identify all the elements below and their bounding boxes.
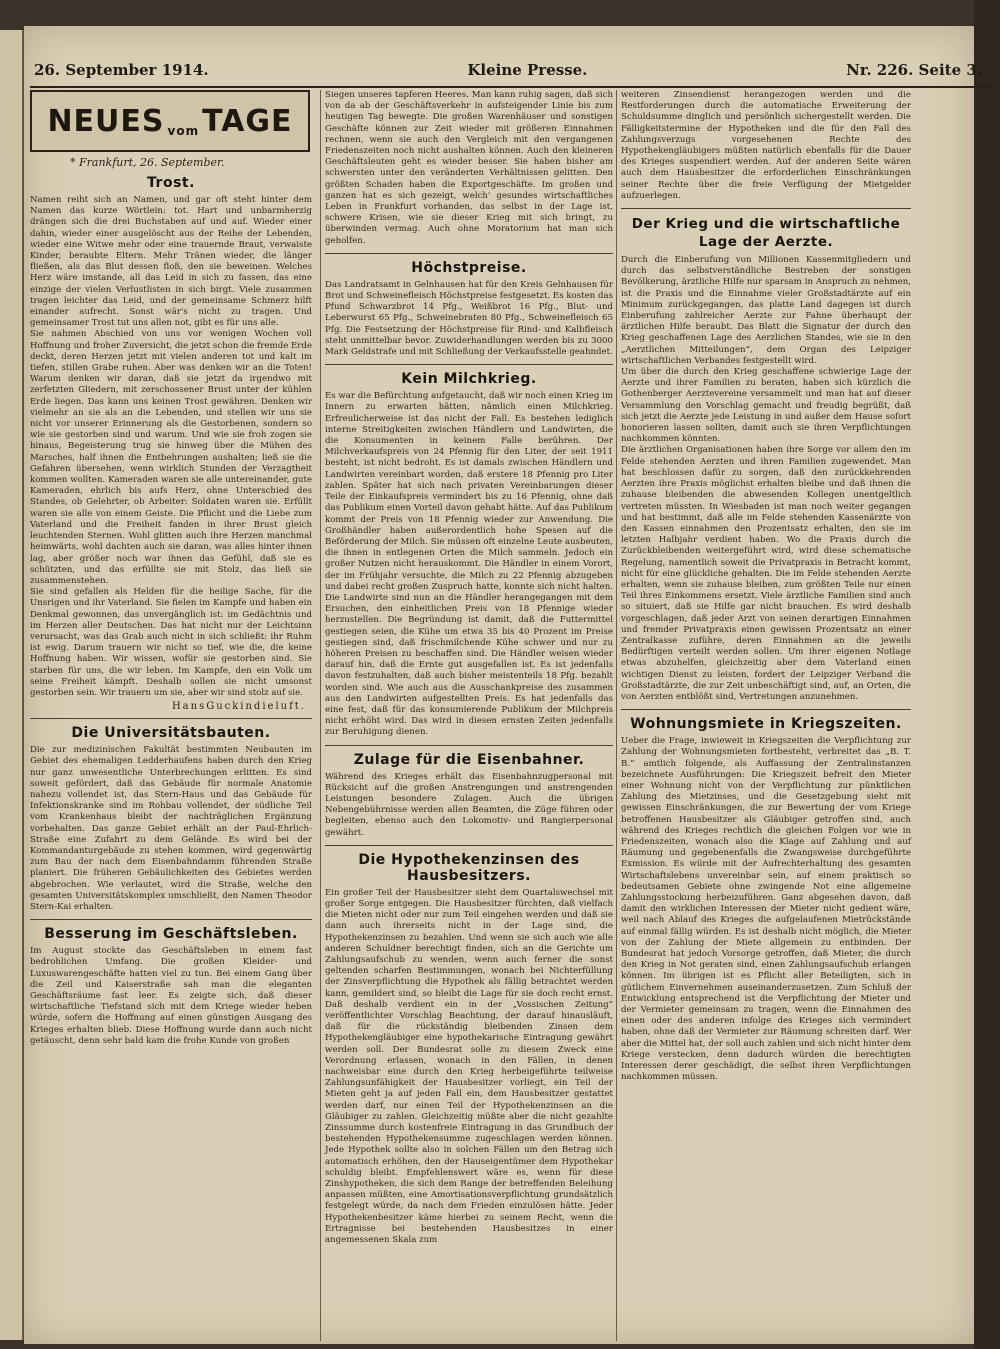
article-trost-p1: Namen reiht sich an Namen, und gar oft steht hinter dem Namen das kurze Wörtlein: tot. Hart und unbarmherzig drängen sich die drei Buchstaben auf und auf. Wieder einer dahin, wieder einer ausgelöscht aus der Reihe der Lebenden, wieder eine Witwe mehr oder eine trauernde Braut, verwaiste Kinder, beraubte Eltern. Mehr Tränen wieder, die länger fließen, als das Blut dessen floß, den sie beweinen. Welches Herz wäre imstande, all das Leid in sich zu fassen, das eine einzige der vielen Verlustlisten in sich birgt. Viele zusammen tragen leichter das Leid, und der gemeinsame Schmerz hilft einander aufrecht. Sonst wär's nicht zu tragen. Und gemeinsamer Trost tut uns allen not, gibt es für uns alle. — [30, 195, 312, 329]
column-1 — [30, 90, 312, 1341]
article-hypothekenzinsen-continued: weiteren Zinsendienst herangezogen werden und die Restforderungen durch die automatische Erweiterung der Schuldsumme dinglich und persönlich sichergestellt werden. Die Fälligkeitstermine der Hypotheken und die für den Fall des Zahlungsverzugs vorgesehenen Rechte des Hypothekengläubigers müßten natürlich ebenfalls für die Dauer des Krieges suspendiert werden. Auf der anderen Seite wären auch dem Hausbesitzer die erforderlichen Einschränkungen seiner Rechte über die freie Verfügung der Mietgelder aufzuerlegen. — [621, 90, 911, 201]
previous-page-edge — [0, 30, 24, 1340]
divider — [325, 745, 613, 746]
article-milchkrieg: Es war die Befürchtung aufgetaucht, daß wir noch einen Krieg im Innern zu erwarten hätten, nämlich einen Milchkrieg. Erfreulicherweise ist das nicht der Fall. Es bestehen lediglich interne Streitigkeiten zwischen Händlern und Landwirten, die die Konsumenten in keinem Falle berühren. Der Milchverkaufspreis von 24 Pfennig für den Liter, der seit 1911 besteht, ist nicht bedroht. Es ist damals zwischen Händlern und Landwirten vereinbart worden, daß erstere 18 Pfennig pro Liter zahlen. Später hat sich nach privaten Vereinbarungen dieser Teile der Einkaufspreis vermindert bis zu 16 Pfennig, ohne daß das Publikum einen Vorteil davon gehabt hätte. Auf das Publikum kommt der Preis von 18 Pfennig wieder zur Anwendung. Die Großhändler haben außerordentlich hohe Spesen auf die Beförderung der Milch. Sie müssen oft einzelne Leute ausbeuten, die ihnen in entlegenen Orten die Milch sammeln. Jedoch ein großer Nutzen nicht herauskommt. Die Händler in einem Vorort, der im Frühjahr versuchte, die Milch zu 22 Pfennig abzugeben und dabei recht großen Zuspruch hatte, konnte sich nicht halten. Die Landwirte sind nun an die Händler herangegangen mit dem Ersuchen, den einheitlichen Preis von 18 Pfennige wieder herzustellen. Die Begründung ist damit, daß die Futtermittel gestiegen seien, die Kühe um etwa 35 bis 40 Prozent im Preise gestiegen sind, daß frischmilchende Kühe schwer und nur zu höheren Preisen zu beschaffen sind. Die Händler weisen wieder darauf hin, daß die Ernte gut ausgefallen ist. Es ist jedenfalls davon festzuhalten, daß auch bisher meistenteils 18 Pfg. bezahlt worden sind. Wie auch aus die Ausschankpreise des zusammen aus den Landwirten aufgestellten Preis. Es hat jedenfalls das eine fest, daß für das konsumierende Publikum der Milchpreis nicht erhöht wird. Das wird in diesen ernsten Zeiten jedenfalls zur Beruhigung dienen. — [325, 391, 613, 738]
masthead-neues-vom-tage — [30, 90, 310, 152]
divider — [325, 845, 613, 846]
article-universitaetsbauten: Die zur medizinischen Fakultät bestimmten Neubauten im Gebiet des ehemaligen Ledderhaufens haben durch den Krieg nur ganz unwesentliche Unterbrechungen erlitten. Es sind soweit gefördert, daß das Gebäude für normale Anatomie nahezu vollendet ist, das Stern-Haus und das Gebäude für Infektionskranke sind im Rohbau vollendet, der südliche Teil vom Krankenhaus bleibt der nachträglichen Ergänzung vorbehalten. Das ganze Gebiet erhält an der Paul-Ehrlich-Straße eine Zufahrt zu dem Gelände. Es wird bei der Kommandanturgebäude zu stehen kommen, wird gegenwärtig zum Bau der nach dem Eisenbahndamm führenden Straße planiert. Die früheren Gebäulichkeiten des Gebietes werden abgebrochen. Wie verlautet, wird die Straße, welche den gesamten Universitätskomplex umschließt, den Namen Theodor Stern-Kai erhalten. — [30, 745, 312, 912]
article-wohnungsmiete: Ueber die Frage, inwieweit in Kriegszeiten die Verpflichtung zur Zahlung der Wohnungsmieten fortbesteht, verbreitet das „B. T. B.“ amtlich folgende, als Auffassung der Zentralinstanzen bezeichnete Ausführungen: Die Kriegszeit befreit den Mieter einer Wohnung nicht von der Verpflichtung zur pünktlichen Zahlung des Mietzinses, und die Gesetzgebung sieht mit gewissen Einschränkungen, die zur Bewertung der vom Kriege betroffenen Hausbesitzer als Gläubiger getroffen sind, auch während des Krieges rechtlich die gleichen Folgen vor wie in Friedenszeiten, wonach also die Klage auf Zahlung und auf Räumung und gegebenenfalls die Zwangsweise durchgeführte Exmission. Es würde mit der Aufrechterhaltung des gesamten Wirtschaftslebens unvereinbar sein, auf einem praktisch so bedeutsamen Gebiete ohne zwingende Not eine allgemeine Zahlungsstockung herbeizuführen. Ganz abgesehen davon, daß damit den wirklichen Interessen der Mieter nicht gedient wäre, weil nach Ablauf des Krieges die aufgelaufenen Mietrückstände auf einmal fällig würden. Es ist deshalb nicht möglich, die Mieter von der Zahlung der Miete allgemein zu entbinden. Der Bundesrat hat jedoch Vorsorge getroffen, daß Mieter, die durch den Krieg in Not geraten sind, einen Zahlungsaufschub erlangen können. Im übrigen ist es Pflicht aller Beteiligten, sich in gütlichem Einvernehmen auseinanderzusetzen. Zum Schluß der Entwicklung entsprechend ist die Verpflichtung der Mieter und der Vermieter gemeinsam zu tragen, wenn die Einnahmen des einen oder des anderen infolge des Krieges sich vermindert haben, ohne daß der Vermieter zur Räumung schreiten darf. Wer aber die Mittel hat, der soll auch zahlen und sich nicht hinter dem Kriege verstecken, denn dadurch würden die berechtigten Interessen derer geschädigt, die selbst ihren Verpflichtungen nachkommen müssen. — [621, 736, 911, 1083]
article-zulage-eisenbahner: Während des Krieges erhält das Eisenbahnzugpersonal mit Rücksicht auf die großen Anstrengungen und anstrengenden Leistungen besondere Zulagen. Auch die übrigen Nebengebührnisse werden allen Beamten, die Züge führen oder begleiten, ebenso auch den Lokomotiv- und Rangierpersonal gewährt. — [325, 771, 613, 838]
headline-wohnungsmiete: Wohnungsmiete in Kriegszeiten. — [630, 716, 902, 733]
headline-hypothekenzinsen: Die Hypothekenzinsen des Hausbesitzers. — [358, 851, 580, 884]
article-trost-p2: Sie nahmen Abschied von uns vor wenigen Wochen voll Hoffnung und froher Zuversicht, die jetzt schon die fremde Erde deckt, deren Herzen jetzt mit vielen anderen tot und kalt im tiefen, stillen Grabe ruhen. Aber was denken wir an die Toten! Warum denken wir daran, daß sie jetzt da irgendwo mit zerfetzten Gliedern, mit zerschossener Brust unter der kühlen Erde liegen. Das kann uns keinen Trost gewähren. Denken wir vielmehr an sie als an die Lebenden, und stellen wir uns sie nicht vor unserer Erinnerung als die Gestorbenen, sondern so wie sie gestorben sind und warum. Und wie sie froh zogen sie hinaus, Begeisterung trug sie hinweg über die Mühen des Marsches, half ihnen die Entbehrungen aushalten; ließ sie die Gefahren übersehen, wenn wirklich Stunden der Verzagtheit kommen wollten. Kameraden waren sie alle untereinander, gute Kameraden, ehrlich bis aufs Herz, ohne Unterschied des Standes, ob Gelehrter, ob Arbeiter: Soldaten waren sie. Erfüllt waren sie alle von einem Geiste. Die Pflicht und die Liebe zum Vaterland und die Freiheit fanden in ihrer Brust gleich leuchtenden Sternen. Wohl glitten auch ihre Herzen manchmal heimwärts, wohl dachten auch sie daran, was alles hinter ihnen lag, aber größer noch war ihnen das Gefühl, daß sie es schützten, und das erfüllte sie mit Stolz, das ließ sie zusammenstehen. — [30, 329, 312, 586]
divider — [621, 208, 911, 209]
header-date: 26. September 1914. — [34, 61, 209, 79]
header-issue-page: Nr. 226. Seite 3. — [846, 61, 982, 79]
divider — [30, 919, 312, 920]
headline-hoechstpreise: Höchstpreise. — [411, 259, 527, 276]
article-hoechstpreise: Das Landratsamt in Gelnhausen hat für den Kreis Gelnhausen für Brot und Schweinefleisch Höchstpreise festgesetzt. Es kosten das Pfund Schwarzbrot 14 Pfg., Weißbrot 16 Pfg., Blut- und Leberwurst 65 Pfg., Schweinebraten 80 Pfg., Schweinefleisch 65 Pfg. Die Festsetzung der Höchstpreise für Rind- und Kalbfleisch steht unmittelbar bevor. Zuwiderhandlungen werden bis zu 3000 Mark Geldstrafe und mit Schließung der Verkaufsstelle geahndet. — [325, 279, 613, 358]
headline-besserung: Besserung im Geschäftsleben. — [44, 926, 298, 943]
masthead-word-neues: NEUES — [47, 103, 165, 139]
article-besserung-continued: Siegen unseres tapferen Heeres. Man kann ruhig sagen, daß sich von da ab der Geschäftsverkehr in aufsteigender Linie bis zum heutigen Tag bewegte. Die großen Warenhäuser und sonstigen Geschäfte können zur Zeit wieder mit größeren Einnahmen rechnen, wenn sie auch den Vergleich mit den vergangenen Friedenszeiten noch nicht aushalten können. Auch den kleineren Geschäftsleuten geht es wieder besser. Sie haben bisher am schwersten unter den veränderten Verhältnissen gelitten. Den größten Schaden haben die Exportgeschäfte. Im großen und ganzen hat es sich gezeigt, welch' gesundes wirtschaftliches Leben in Frankfurt vorhanden, das selbst in der Lage ist, schwere Krisen, wie sie dieser Krieg mit sich bringt, zu überwinden vermag. Auch ohne Moratorium hat man sich geholfen. — [325, 90, 613, 246]
headline-zulage-eisenbahner: Zulage für die Eisenbahner. — [353, 751, 585, 768]
divider — [621, 709, 911, 710]
headline-universitaetsbauten: Die Universitätsbauten. — [71, 725, 271, 742]
right-dark-edge — [974, 0, 1000, 1349]
page-header — [30, 54, 992, 88]
article-aerzte-p1: Durch die Einberufung von Millionen Kassenmitgliedern und durch das selbstverständliche Bestreben der sonstigen Bevölkerung, ärztliche Hilfe nur sparsam in Anspruch zu nehmen, ist die Praxis und die Einnahme vieler Großstadtärzte auf ein Minimum zurückgegangen, das platte Land dagegen ist durch Einberufung zahlreicher Aerzte zur Fahne überhaupt der ärztlichen Hilfe beraubt. Das Blatt die Signatur der durch den Krieg geschaffenen Lage des Aerzlichen Standes, wie sie in den „Aerztlichen Mitteilungen“, dem Organ des Leipziger wirtschaftlichen Verbandes festgestellt wird. — [621, 255, 911, 366]
divider — [325, 253, 613, 254]
header-paper-name: Kleine Presse. — [467, 61, 588, 79]
article-besserung: Im August stockte das Geschäftsleben in einem fast bedrohlichen Umfang. Die großen Kleider- und Luxuswarengeschäfte hatten viel zu tun. Bei einem Gang über die Zeil und Kaiserstraße sah man die eleganten Geschäftsräume fast leer. Es zeigte sich, daß dieser wirtschaftliche Tiefstand sich mit dem Kriege wieder heben würde, sofern die Hoffnung auf einen günstigen Ausgang des Krieges erhalten blieb. Diese Hoffnung wurde dann auch nicht getäuscht, denn sehr bald kam die frohe Kunde von großen — [30, 946, 312, 1046]
masthead-word-tage: TAGE — [202, 103, 293, 139]
masthead-word-vom: vom — [167, 124, 200, 138]
divider — [325, 364, 613, 365]
article-trost-p3: Sie sind gefallen als Helden für die heilige Sache, für die Unsrigen und ihr Vaterland. Sie fielen im Kampfe und haben ein Denkmal gewonnen, das unvergänglich ist: im Gedächtnis und im Herzen aller Deutschen. Das hat nicht nur der Leichtsinn verursacht, was das Grab auch nicht in sich schließt: ihr Ruhm ist ewig. Darum trauern wir nicht so tief, wie die, die keine Hoffnung haben. Wir wissen, wofür sie gestorben sind. Sie starben für uns, die wir leben. Im Kampfe, den ein Volk um seine Freiheit kämpft. Deshalb sollen sie nicht umsonst gestorben sein. Wir trauern um sie, aber wir sind stolz auf sie. — [30, 587, 312, 698]
article-hypothekenzinsen: Ein großer Teil der Hausbesitzer sieht dem Quartalswechsel mit großer Sorge entgegen. Die Hausbesitzer fürchten, daß vielfach die Mieten nicht oder nur zum Teil eingehen werden und daß sie dann auch ihrerseits nicht in der Lage sind, die Hypothekenzinsen zu bezahlen. Und wenn sie sich auch wie alle anderen Schuldner berechtigt finden, sich an die Gerichte um Zahlungsaufschub zu wenden, wenn auch ferner die sonst geltenden scharfen Bestimmungen, wonach bei Nichterfüllung der Zinsverpflichtung die Hypothek als fällig betrachtet werden kann, gemildert sind, so bleibt die Lage für sie doch recht ernst. Daß deshalb verdient ein in der „Vossischen Zeitung“ veröffentlichter Vorschlag Beachtung, der darauf hinausläuft, daß für die rückständig bleibenden Zinsen dem Hypothekengläubiger eine hypothekarische Eintragung gewährt werden soll. Der Bundesrat solle zu diesem Zweck eine Verordnung erlassen, wonach in den Fällen, in denen nachweisbar eine durch den Krieg herbeigeführte teilweise Zahlungsunfähigkeit der Hausbesitzer vorliegt, ein Teil der Mieten geht ja auf jeden Fall ein, dem Hausbesitzer gestattet werden darf, nur einen Teil der Hypothekenzinsen an die Gläubiger zu zahlen. Gleichzeitig müßte aber die nicht gezahlte Zinssumme durch kostenfreie Eintragung in das Grundbuch der bestehenden Hypothekensumme zugeschlagen werden können. Jede Hypothek sollte also in solchen Fällen um den Betrag sich automatisch erhöhen, den der Hauseigentümer dem Hypothekar schuldig bleibt. Empfehlenswert wäre es, wenn für diese Zinshypotheken, die sich dem Range der betreffenden Beleihung anpassen müßten, eine Amortisationsverpflichtung grundsätzlich festgelegt würde, da nach dem Frieden einzulösen hätte. Jeder Hypothekenbesitzer käme hierbei zu seinem Recht, wenn die Ertragnisse bei bestehenden Hausbesitzes in einer angemessenen Skala zum — [325, 887, 613, 1246]
divider — [30, 718, 312, 719]
headline-aerzte: Der Krieg und die wirtschaftliche Lage der Aerzte. — [631, 216, 901, 251]
column-2 — [320, 90, 613, 1341]
headline-trost: Trost. — [147, 175, 195, 191]
article-aerzte-p3: Die ärztlichen Organisationen haben ihre Sorge vor allem den im Felde stehenden Aerzten und ihren Familien zugewendet. Man hat beschlossen dafür zu sorgen, daß den zurückkehrenden Aerzten ihre Praxis möglichst erhalten bleibe und daß ihnen die zuhause bleibenden die abwesenden Kollegen unentgeltlich vertreten müssten. In Wiesbaden ist man noch weiter gegangen und hat bestimmt, daß alle im Felde stehenden Kassenärzte von den Kassen einnahmen den Prozentsatz erhalten, den sie im letzten Halbjahr verdient haben. Wo die Praxis durch die Zurückbleibenden weitergeführt wird, wird diese schematische Regelung, namentlich soweit die Privatpraxis in Betracht kommt, nicht für eine glückliche gehalten. Die im Felde stehenden Aerzte erhalten, wenn sie zuhause bleiben, zum größten Teile nur einen Teil ihres Einkommens ersetzt. Viele ärztliche Familien sind auch so situiert, daß sie Hilfe gar nicht brauchen. Es wird deshalb vorgeschlagen, daß jeder Arzt von seinen derartigen Einnahmen und fremder Privatpraxis einen gewissen Prozentsatz an einer Zentralkasse zuführe, deren Einnahmen an die jeweils Bedürftigen verteilt werden sollen. Um ihrer eigenen Notlage etwas abzuhelfen, gleichzeitig aber dem Vaterland einen wichtigen Dienst zu leisten, fordert der Leipziger Verband die Großstadtärzte, die zur Zeit unbeschäftigt sind, auf, an Orten, die von Aerzten entblößt sind, Vertretungen anzunehmen. — [621, 445, 911, 702]
article-trost-signature: HansGuckindieluft. — [171, 701, 306, 713]
column-3 — [616, 90, 911, 1341]
article-aerzte-p2: Um über die durch den Krieg geschaffene schwierige Lage der Aerzte und ihrer Familien zu beraten, haben sich kürzlich die Gothenberger Aerztevereine versammelt und man hat auf dieser Versammlung den Vorschlag gemacht und freudig begrüßt, daß sich jetzt die Aerzte jede Leistung in und außer dem Hause sofort honorieren lassen sollten, damit auch sie ihren Verpflichtungen nachkommen könnten. — [621, 367, 911, 445]
headline-milchkrieg: Kein Milchkrieg. — [401, 371, 537, 388]
dateline: * Frankfurt, 26. September. — [70, 156, 225, 169]
